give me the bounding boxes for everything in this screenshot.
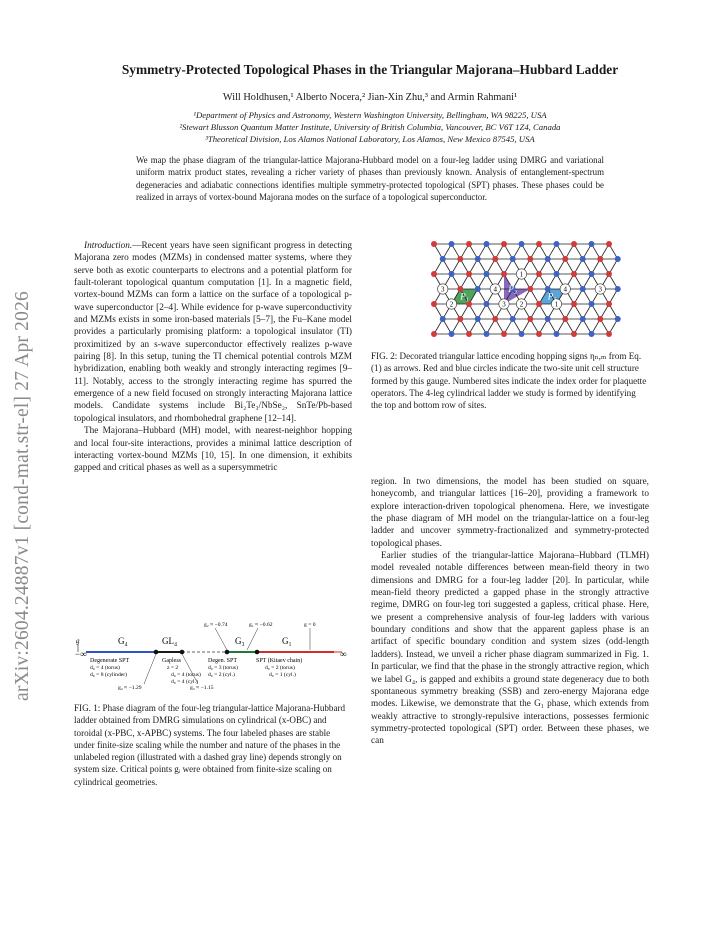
g1-pointer [247,628,258,650]
lattice-site [571,331,577,337]
critical-point-g1 [255,650,260,655]
g2-label: g₂ ≈ −0.74 [204,622,228,628]
lattice-site [501,241,507,247]
lattice-site [571,241,577,247]
lattice-site [475,316,481,322]
site-number: 4 [563,285,567,294]
axis-var-label: g [76,637,80,645]
g3-desc-1: Degen. SPT [208,658,237,664]
lattice-site [589,331,595,337]
critical-point-g4 [154,650,159,655]
phase-label-g4: G₄ [118,636,128,646]
right-column [371,476,649,748]
lattice-site [545,316,551,322]
axis-right-label: ∞ [340,649,347,659]
mh-model-paragraph: The Majorana–Hubbard (MH) model, with nearest-neighbor hopping and local four-site interactions, provides a minimal lattice description of interacting vortex-bound MZMs [10, 15]. In one dimension, it exhibits gapped and critical phases as well as a supersymmetric [74,426,352,474]
affiliation-2: ²Stewart Blusson Quantum Matter Institute, University of British Columbia, Vancouver, BC V6T 1Z4, Canada [179,122,561,132]
lattice-site [606,241,612,247]
lattice-site [501,271,507,277]
phase-label-g1: G₁ [282,636,292,646]
site-number: 3 [441,285,445,294]
fig2-lattice [424,236,622,344]
g4-desc-2: d₀ = 4 (torus) [90,665,120,671]
lattice-site [536,331,542,337]
author-list: Will Holdhusen,¹ Alberto Nocera,² Jian-Xin Zhu,³ and Armin Rahmani¹ [222,92,518,103]
lattice-site [484,301,490,307]
fig2-caption: FIG. 2: Decorated triangular lattice encoding hopping signs ηₙ,ₘ from Eq. (1) as arrows. Red and blue circles indicate the two-site unit cell structure formed by this gauge. Numbered sites indicate the index order for plaquette operators. The 4-leg cylindrical ladder we study is formed by identifying the top and bottom row of sites. [371,351,647,410]
lattice-site [527,256,533,262]
lattice-site [510,316,516,322]
lattice-site [431,331,437,337]
g4-label: g₄ ≈ −1.29 [118,685,142,690]
site-number: 1 [519,270,524,279]
lattice-site [457,316,463,322]
g1-desc-1: SPT (Kitaev chain) [256,658,303,664]
axis-left-label: −∞ [75,649,87,659]
g1-label: g₁ ≈ −0.62 [249,622,273,628]
lattice-site [492,316,498,322]
lattice-site [440,256,446,262]
lattice-site [484,331,490,337]
lattice-site [527,286,533,292]
intro-lead: Introduction. [84,241,133,251]
site-number: 1 [554,300,559,309]
lattice-site [545,256,551,262]
lattice-site [440,316,446,322]
plaquette-label-1: P₁ [460,291,469,302]
intro-paragraph [74,240,352,425]
lattice-site [536,241,542,247]
lattice-site [501,331,507,337]
lattice-site [562,256,568,262]
affiliation-3: ³Theoretical Division, Los Alamos National Laboratory, Los Alamos, New Mexico 87545, USA [205,134,535,144]
lattice-site [615,286,621,292]
g0-label: g = 0 [304,622,316,628]
site-number: 4 [493,285,497,294]
right-paragraph-2: Earlier studies of the triangular-lattice Majorana–Hubbard (TLMH) model revealed notable differences between mean-field theory in two dimensions and DMRG for a four-leg ladder [20]. In particular, while mean-field theory predicted a gapped phase in the strongly attractive regime, DMRG on four-leg tori suggested a gapless, critical phase. Here, we present a comprehensive analysis of four-leg ladders with various boundary conditions and show that the apparent gapless phase is an artifact of specific boundary condition and system sizes (odd-length ladders). Instead, we unveil a richer phase diagram summarized in Fig. 1. In particular, we find that the phase in the strongly attractive region, which we label G₄, is gapped and exhibits a ground state degeneracy due to both spontaneous symmetry breaking (SSB) and zero-energy Majorana edge modes. Likewise, we demonstrate that the G₁ phase, which extends from weakly attractive to strongly-repulsive interactions, possesses fermionic symmetry-protected topological (SPT) order. Between these phases, we can [371,551,649,747]
g4-desc-1: Degenerate SPT [90,658,130,664]
abstract: We map the phase diagram of the triangular-lattice Majorana-Hubbard model on a four-leg ladder using DMRG and variational uniform matrix product states, revealing a richer variety of phases than previously known. Analysis of entanglement-spectrum degeneracies and adiabatic connections identifies multiple symmetry-protected topological (SPT) phases. These phases could be realized in arrays of vortex-bound Majorana modes on the surface of a topological superconductor. [136,155,604,203]
lattice-site [466,301,472,307]
gl4-desc-3: d₀ = 4 (torus) [171,672,201,678]
lattice-site [466,241,472,247]
gl4-desc-2: z = 2 [167,665,179,671]
site-number: 2 [519,300,524,309]
site-number: 3 [598,285,602,294]
lattice-site [519,241,525,247]
g1-desc-2: d₀ = 2 (torus) [265,665,295,671]
lattice-site [615,316,621,322]
right-paragraph-1: region. In two dimensions, the model has been studied on square, honeycomb, and triangular lattices [16–20], providing a framework to explore interaction-driven topological phenomena. Here, we investigate the phase diagram of MH model on the triangular-lattice on a four-leg ladder and uncover symmetry-fractionalized and symmetry-protected topological phases. [371,477,649,549]
lattice-site [606,331,612,337]
lattice-site [475,286,481,292]
lattice-site [589,241,595,247]
lattice-site [536,301,542,307]
lattice-site [431,301,437,307]
left-column [74,240,352,475]
lattice-site [580,286,586,292]
lattice-site [589,301,595,307]
lattice-site [519,331,525,337]
fig1-caption: FIG. 1: Phase diagram of the four-leg triangular-lattice Majorana-Hubbard ladder obtained from DMRG simulations on cylindrical (x-OBC) and toroidal (x-PBC, x-APBC) systems. The four labeled phases are stable under finite-size scaling while the number and nature of the phases in the unlabeled region (illustrated with a dashed gray line) depends strongly on system size. Critical points gᵢ were obtained from finite-size scaling on cylindrical geometries. [74,703,346,787]
lattice-site [606,301,612,307]
lattice-site [597,316,603,322]
lattice-site [484,241,490,247]
lattice-site [457,256,463,262]
paper-title: Symmetry-Protected Topological Phases in the Triangular Majorana–Hubbard Ladder [121,62,619,77]
lattice-site [466,331,472,337]
fig1-phase-diagram [72,616,354,690]
plaquette-label-3: P₃ [547,291,557,302]
site-number: 3 [502,300,506,309]
lattice-site [510,256,516,262]
phase-label-g3: G₃ [235,636,245,646]
g3-label: g₃ ≈ −1.15 [190,685,214,690]
lattice-site [527,316,533,322]
lattice-site [449,331,455,337]
intro-body: —Recent years have seen significant progress in detecting Majorana zero modes (MZMs) in condensed matter systems, where they serve both as exotic counterparts to electrons and a potential platform for fault-tolerant topological quantum computation [1]. In a magnetic field, vortex-bound MZMs can form a lattice on the surface of a topological p-wave superconductor [2–4]. While evidence for p-wave superconductivity and MZMs exists in some iron-based materials [5–7], the Fu–Kane model provides a particularly promising platform: a topological insulator (TI) proximitized by an s-wave superconductor effectively realizes p-wave pairing [8]. In this setup, tuning the TI chemical potential controls MZM hybridization, enabling both weakly and strongly interacting regimes [9–11]. Notably, access to the strongly interacting regime has spurred the emergence of a new field focused on strongly interacting Majorana lattice models. Candidate systems include Bi₂Te₃/NbSe₂, SnTe/Pb-based topological insulators, and rhombohedral graphene [12–14]. [74,241,352,424]
lattice-site [554,271,560,277]
g3-desc-2: d₀ = 3 (torus) [208,665,238,671]
lattice-site [597,256,603,262]
g4-pointer [144,654,156,684]
lattice-site [571,271,577,277]
critical-point-g3 [180,650,185,655]
lattice-site [431,271,437,277]
lattice-site [589,271,595,277]
lattice-site [449,271,455,277]
lattice-site [475,256,481,262]
lattice-site [449,241,455,247]
lattice-site [466,271,472,277]
gl4-desc-4: d₀ = 4 (cyl.) [171,679,198,685]
lattice-site [615,256,621,262]
affiliation-1: ¹Department of Physics and Astronomy, Western Washington University, Bellingham, WA 98225, USA [193,110,547,120]
phase-label-gl4: GL₄ [162,636,178,646]
lattice-site [536,271,542,277]
lattice-site [492,256,498,262]
g3-desc-3: d₀ = 2 (cyl.) [208,672,235,678]
lattice-site [571,301,577,307]
plaquette-label-2: P₂ [508,284,518,295]
g1-desc-3: d₀ = 1 (cyl.) [269,672,296,678]
g4-desc-3: d₀ = 8 (cylinder) [90,672,127,678]
lattice-site [606,271,612,277]
lattice-site [484,271,490,277]
lattice-site [554,331,560,337]
lattice-site [580,316,586,322]
lattice-site [562,316,568,322]
gl4-desc-1: Gapless [162,658,181,664]
critical-point-g2 [225,650,230,655]
lattice-site [580,256,586,262]
lattice-site [554,241,560,247]
site-number: 2 [449,300,454,309]
arxiv-stamp: arXiv:2604.24887v1 [cond-mat.str-el] 27 Apr 2026 [12,291,33,701]
lattice-site [431,241,437,247]
g2-pointer [215,628,227,650]
